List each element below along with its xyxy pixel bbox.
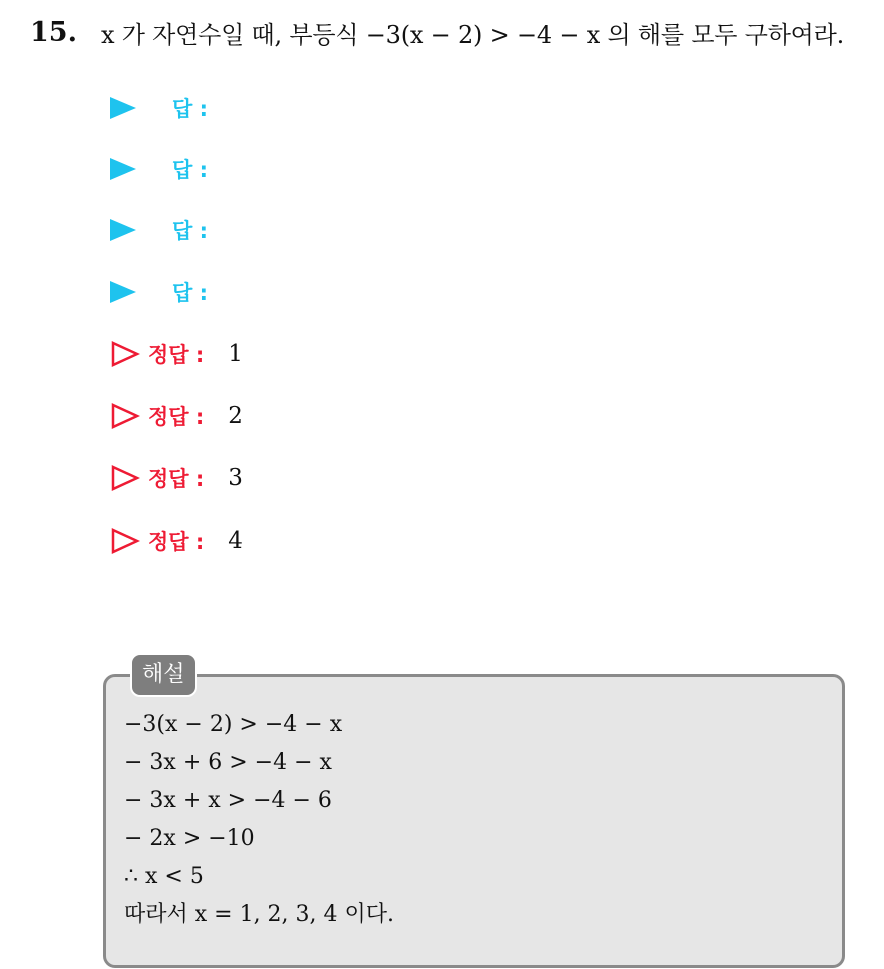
question-header (30, 12, 870, 52)
correct-answer-label: 정답 : (148, 343, 205, 367)
solution-line: − 3x + x > −4 − 6 (124, 788, 332, 813)
outline-triangle-icon (110, 464, 140, 492)
answer-blank-label: 답 : (172, 97, 208, 121)
filled-triangle-icon (110, 281, 136, 303)
answer-blank-label: 답 : (172, 281, 208, 305)
solution-line: 따라서 x = 1, 2, 3, 4 이다. (124, 902, 395, 927)
filled-triangle-icon (110, 219, 136, 241)
solution-line: ∴ x < 5 (124, 864, 204, 889)
correct-answer-row (110, 462, 243, 494)
solution-line: − 2x > −10 (124, 826, 255, 851)
correct-answer-row (110, 525, 243, 557)
correct-answer-value: 3 (228, 465, 243, 491)
filled-triangle-icon (110, 97, 136, 119)
correct-answer-value: 1 (228, 341, 243, 367)
answer-blank-label: 답 : (172, 219, 208, 243)
correct-answer-value: 2 (228, 403, 243, 429)
correct-answer-label: 정답 : (148, 530, 205, 554)
answer-blank-row[interactable] (110, 276, 208, 308)
correct-answer-label: 정답 : (148, 405, 205, 429)
answer-blank-row[interactable] (110, 153, 208, 185)
answer-blank-row[interactable] (110, 92, 208, 124)
solution-title: 해설 (130, 653, 197, 697)
correct-answer-row (110, 338, 243, 370)
question-text: x 가 자연수일 때, 부등식 −3(x − 2) > −4 − x 의 해를 모두 구하여라. (100, 20, 845, 49)
outline-triangle-icon (110, 402, 140, 430)
question-number: 15. (30, 16, 77, 48)
answer-blank-label: 답 : (172, 158, 208, 182)
solution-body (124, 706, 824, 934)
outline-triangle-icon (110, 527, 140, 555)
outline-triangle-icon (110, 340, 140, 368)
correct-answer-value: 4 (228, 528, 243, 554)
filled-triangle-icon (110, 158, 136, 180)
correct-answer-row (110, 400, 243, 432)
solution-line: − 3x + 6 > −4 − x (124, 750, 332, 775)
solution-line: −3(x − 2) > −4 − x (124, 712, 343, 737)
answer-blank-row[interactable] (110, 214, 208, 246)
correct-answer-label: 정답 : (148, 467, 205, 491)
